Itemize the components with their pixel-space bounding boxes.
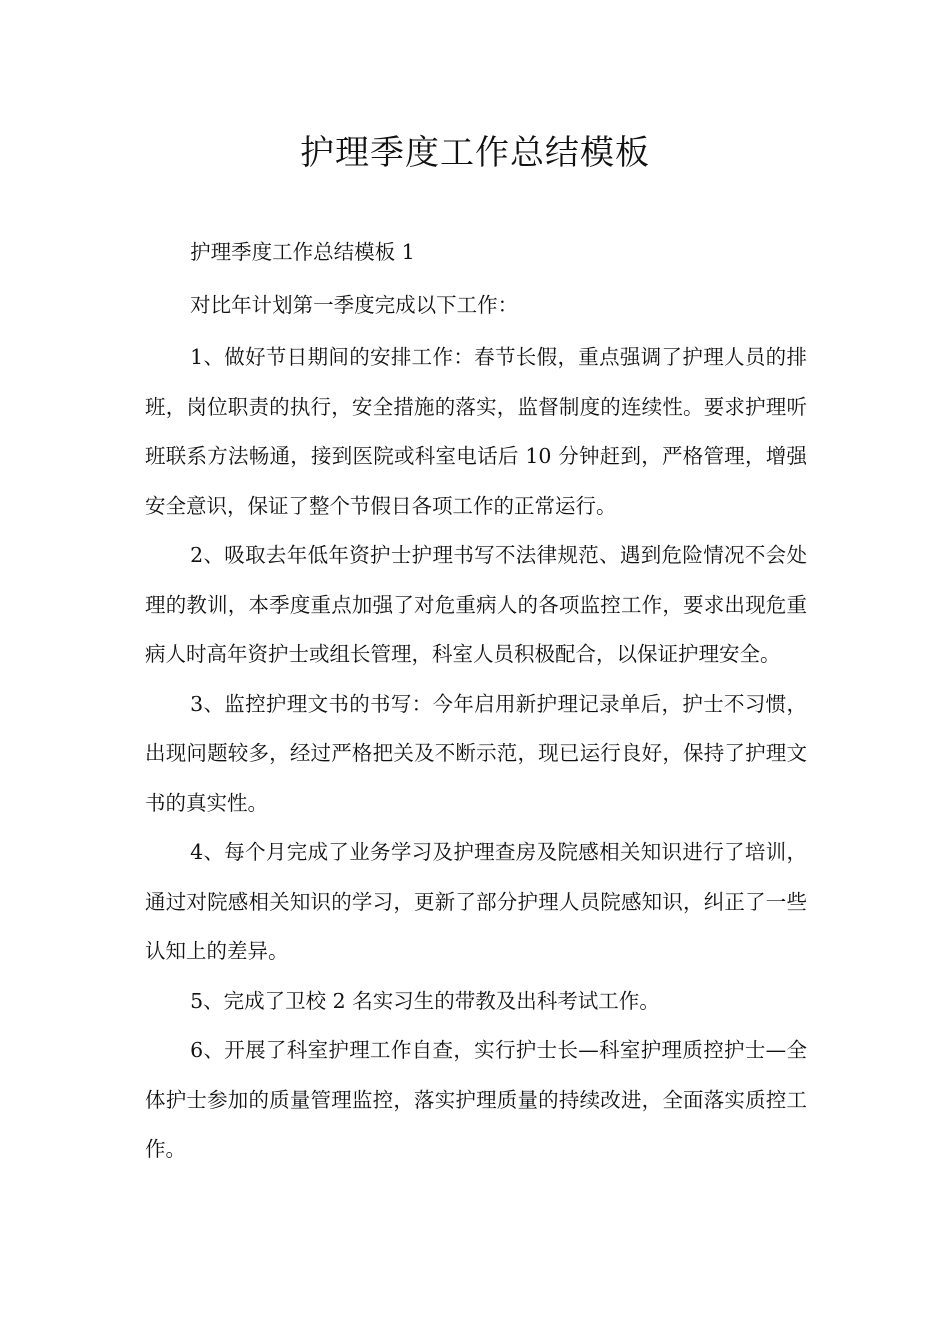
paragraph-item-2: 2、吸取去年低年资护士护理书写不法律规范、遇到危险情况不会处理的教训，本季度重点加强了对危重病人的各项监控工作，要求出现危重病人时高年资护士或组长管理，科室人员积极配合，以保证护理安全。 bbox=[145, 543, 807, 666]
paragraph-item-4: 4、每个月完成了业务学习及护理查房及院感相关知识进行了培训，通过对院感相关知识的学习，更新了部分护理人员院感知识，纠正了一些认知上的差异。 bbox=[145, 840, 807, 963]
document-title: 护理季度工作总结模板 bbox=[300, 133, 650, 173]
paragraph-item-1: 1、做好节日期间的安排工作：春节长假，重点强调了护理人员的排班，岗位职责的执行，安全措施的落实，监督制度的连续性。要求护理听班联系方法畅通，接到医院或科室电话后 10 分钟赶到，严格管理，增强安全意识，保证了整个节假日各项工作的正常运行。 bbox=[145, 345, 807, 518]
paragraph-item-3: 3、监控护理文书的书写：今年启用新护理记录单后，护士不习惯，出现问题较多，经过严格把关及不断示范，现已运行良好，保持了护理文书的真实性。 bbox=[145, 691, 807, 815]
document-body bbox=[145, 228, 807, 1175]
section-heading: 护理季度工作总结模板 1 bbox=[190, 240, 415, 264]
paragraph-item-6: 6、开展了科室护理工作自查，实行护士长—科室护理质控护士—全体护士参加的质量管理监控，落实护理质量的持续改进，全面落实质控工作。 bbox=[145, 1038, 807, 1161]
intro-paragraph: 对比年计划第一季度完成以下工作： bbox=[190, 292, 519, 317]
paragraph-item-5: 5、完成了卫校 2 名实习生的带教及出科考试工作。 bbox=[190, 988, 660, 1013]
